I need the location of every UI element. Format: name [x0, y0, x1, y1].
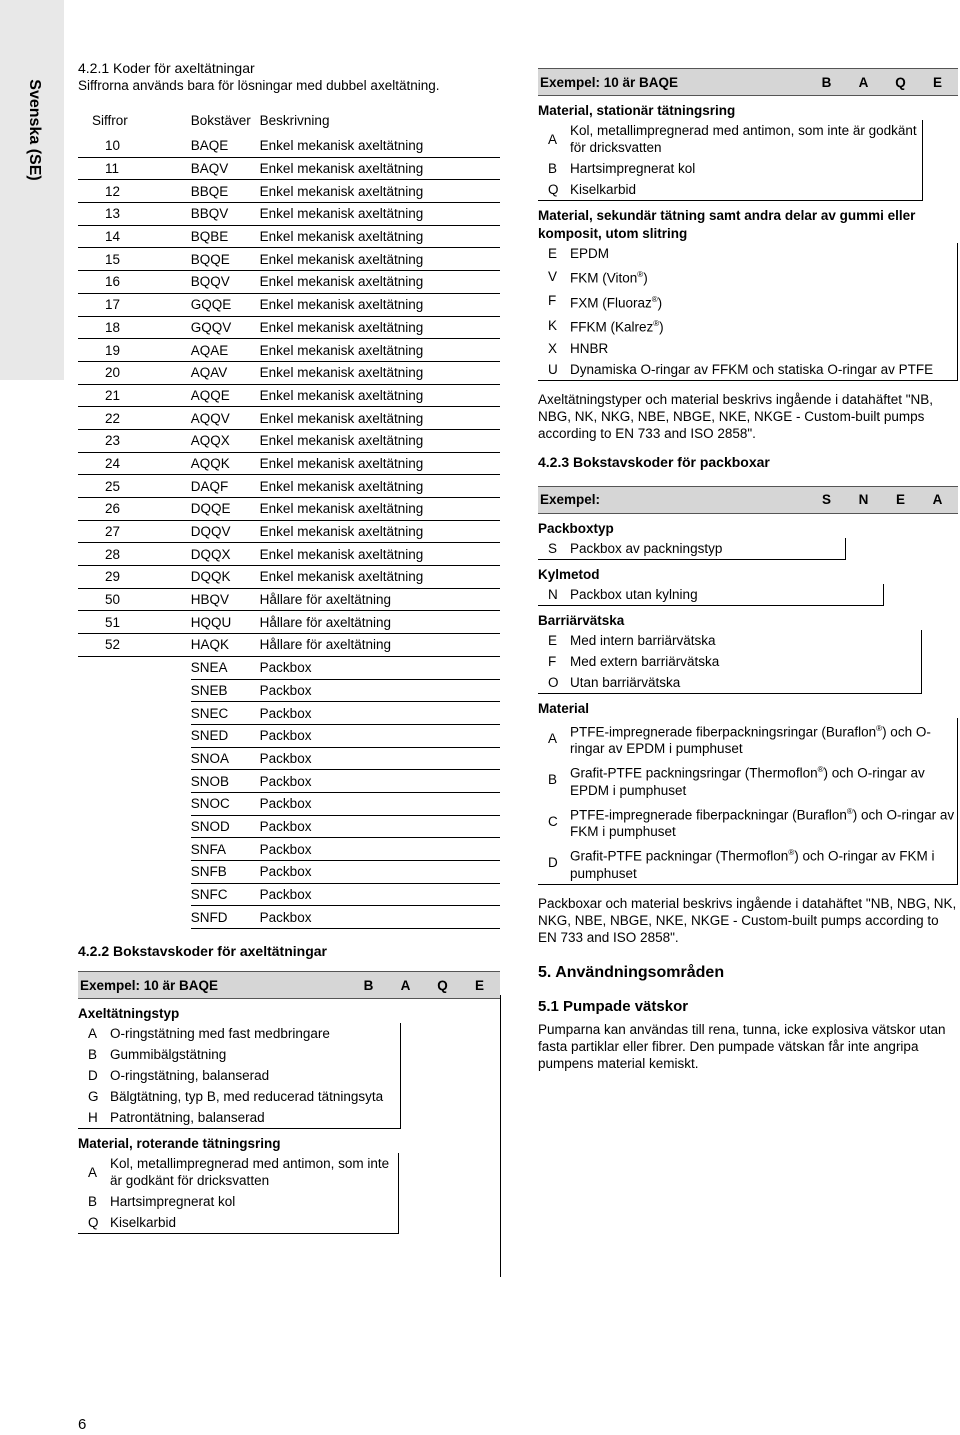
table-row: [78, 475, 500, 498]
seal-note: Axeltätningstyper och material beskrivs ingående i datahäftet "NB, NBG, NK, NKG, NBE, NBGE, NKE, NKGE - Custom-built pumps according to EN 733 and ISO 2858".: [538, 391, 934, 441]
code-letters: SNFD: [191, 906, 260, 929]
option-value: Grafit-PTFE packningar (Thermoflon®) och O-ringar av FKM i pumphuset: [570, 848, 935, 881]
example-letter: Q: [895, 74, 906, 90]
option-value: EPDM: [570, 246, 610, 261]
code-number: 52: [78, 634, 191, 657]
code-number: [78, 724, 191, 747]
option-value: HNBR: [570, 340, 609, 356]
option-item: [538, 759, 957, 801]
section-51-text: Pumparna kan användas till rena, tunna, icke explosiva vätskor utan fasta partiklar eller fibrer. Den pumpade vätskan får inte angripa pumpens material kemiskt.: [538, 1021, 946, 1071]
seal-letter-groups: [78, 1005, 500, 1234]
option-item: [538, 538, 845, 559]
code-description: Enkel mekanisk axeltätning: [260, 498, 500, 521]
code-letters: BAQE: [191, 135, 260, 157]
seal-codes-body: [78, 135, 500, 929]
example-bar-right: [538, 68, 958, 96]
option-item: [78, 1044, 400, 1065]
example-letter: B: [363, 977, 374, 993]
table-row: [78, 815, 500, 838]
code-number: 11: [78, 157, 191, 180]
example-letter: N: [858, 492, 869, 507]
section-422-title: 4.2.2 Bokstavskoder för axeltätningar: [78, 943, 327, 960]
group-title: Axeltätningstyp: [78, 1006, 180, 1022]
option-item: [538, 359, 957, 380]
code-letters: BAQV: [191, 157, 260, 180]
example-label: Exempel:: [540, 492, 601, 507]
code-description: Packbox: [260, 702, 500, 725]
code-letters: AQQX: [191, 429, 260, 452]
code-number: 26: [78, 498, 191, 521]
code-description: Packbox: [260, 861, 500, 884]
table-row: [78, 452, 500, 475]
option-key: D: [88, 1068, 98, 1084]
table-row: [78, 135, 500, 157]
option-item: [538, 801, 957, 843]
code-number: [78, 838, 191, 861]
option-item: [538, 120, 922, 158]
registered-mark: ®: [788, 848, 795, 857]
registered-mark: ®: [637, 270, 644, 279]
option-value: Packbox utan kylning: [570, 586, 698, 602]
table-row: [78, 429, 500, 452]
option-item: [78, 1086, 400, 1107]
code-number: [78, 747, 191, 770]
code-letters: DQQX: [191, 543, 260, 566]
table-row: [78, 498, 500, 521]
code-number: [78, 702, 191, 725]
table-row: [78, 361, 500, 384]
table-row: [78, 792, 500, 815]
option-value: Med intern barriärvätska: [570, 632, 716, 648]
option-item: [538, 672, 921, 693]
option-value: Packbox av packningstyp: [570, 540, 723, 556]
option-item: [538, 338, 957, 359]
code-number: 25: [78, 475, 191, 498]
code-description: Enkel mekanisk axeltätning: [260, 566, 500, 589]
option-item: [538, 584, 883, 605]
option-key: A: [548, 730, 558, 746]
option-key: Q: [548, 182, 559, 197]
registered-mark: ®: [653, 319, 660, 328]
table-row: [78, 861, 500, 884]
option-key: D: [548, 855, 558, 871]
option-key: V: [548, 268, 558, 284]
page-number: 6: [78, 1416, 87, 1433]
table-row: [78, 566, 500, 589]
code-letters: AQQE: [191, 384, 260, 407]
code-number: [78, 906, 191, 929]
option-value: Bälgtätning, typ B, med reducerad tätningsyta: [110, 1089, 384, 1105]
option-key: B: [88, 1047, 98, 1063]
code-description: Packbox: [260, 770, 500, 793]
code-number: [78, 656, 191, 679]
option-key: B: [88, 1194, 98, 1210]
code-letters: GQQE: [191, 293, 260, 316]
code-number: 18: [78, 316, 191, 339]
code-letters: HQQU: [191, 611, 260, 634]
option-key: B: [548, 772, 558, 788]
code-number: 29: [78, 566, 191, 589]
option-group: [78, 1005, 500, 1129]
option-value: Patrontätning, balanserad: [110, 1110, 265, 1126]
code-description: Enkel mekanisk axeltätning: [260, 543, 500, 566]
option-key: F: [548, 293, 557, 309]
code-number: [78, 861, 191, 884]
code-letters: BQQE: [191, 248, 260, 271]
example-letter: E: [474, 977, 484, 993]
code-description: Enkel mekanisk axeltätning: [260, 475, 500, 498]
registered-mark: ®: [651, 294, 658, 304]
option-list: [538, 584, 884, 606]
code-letters: GQQV: [191, 316, 260, 339]
registered-mark: ®: [846, 806, 853, 816]
group-title: Barriärvätska: [538, 612, 625, 628]
code-description: Packbox: [260, 883, 500, 906]
code-letters: DQQK: [191, 566, 260, 589]
section-423-title: 4.2.3 Bokstavskoder för packboxar: [538, 453, 770, 470]
code-number: 17: [78, 293, 191, 316]
code-number: 23: [78, 429, 191, 452]
option-key: E: [548, 632, 558, 648]
table-row: [78, 520, 500, 543]
example-letters: [808, 492, 956, 507]
code-description: Enkel mekanisk axeltätning: [260, 135, 500, 157]
code-number: 15: [78, 248, 191, 271]
language-label: Svenska (SE): [26, 79, 43, 181]
table-row: [78, 157, 500, 180]
code-description: Packbox: [260, 906, 500, 929]
option-key: F: [548, 653, 557, 669]
code-description: Enkel mekanisk axeltätning: [260, 293, 500, 316]
code-letters: AQAV: [191, 361, 260, 384]
code-description: Enkel mekanisk axeltätning: [260, 407, 500, 430]
header-beskrivning: Beskrivning: [259, 112, 330, 128]
option-list: [538, 718, 958, 885]
example-letter: A: [932, 492, 943, 507]
example-bar-422: [78, 971, 500, 999]
code-number: 21: [78, 384, 191, 407]
option-key: A: [548, 131, 558, 147]
option-key: Q: [88, 1215, 99, 1231]
option-key: E: [548, 246, 558, 261]
language-sidebar: [0, 0, 64, 380]
code-letters: BBQE: [191, 180, 260, 203]
code-number: [78, 815, 191, 838]
code-description: Enkel mekanisk axeltätning: [260, 520, 500, 543]
option-key: S: [548, 540, 558, 556]
code-description: Packbox: [260, 792, 500, 815]
table-row: [78, 656, 500, 679]
code-letters: SNOB: [191, 770, 260, 793]
code-number: 13: [78, 203, 191, 226]
table-row: [78, 271, 500, 294]
option-list: [538, 538, 846, 560]
option-value: Gummibälgstätning: [110, 1047, 227, 1063]
example-label: Exempel: 10 är BAQE: [540, 74, 679, 90]
option-list: [538, 630, 922, 694]
group-title: Kylmetod: [538, 566, 600, 582]
divider-line: [500, 995, 501, 1277]
option-item: [78, 1153, 398, 1191]
code-letters: HAQK: [191, 634, 260, 657]
code-description: Enkel mekanisk axeltätning: [260, 452, 500, 475]
option-key: A: [88, 1026, 98, 1042]
group-title: Material, roterande tätningsring: [78, 1136, 281, 1152]
option-item: [538, 264, 957, 289]
code-number: 10: [78, 135, 191, 157]
group-title: Packboxtyp: [538, 520, 614, 536]
option-item: [538, 718, 957, 760]
option-key: C: [548, 813, 558, 829]
option-item: [538, 630, 921, 651]
option-value: Dynamiska O-ringar av FFKM och statiska O-ringar av PTFE: [570, 361, 934, 377]
option-value: O-ringstätning med fast medbringare: [110, 1026, 330, 1042]
option-value: PTFE-impregnerade fiberpackningsringar (Buraflon®) och O-ringar av EPDM i pumphuset: [570, 723, 931, 756]
table-row: [78, 203, 500, 226]
table-row: [78, 407, 500, 430]
table-row: [78, 702, 500, 725]
section-421-title: 4.2.1 Koder för axeltätningar: [78, 60, 255, 76]
code-letters: SNFB: [191, 861, 260, 884]
code-letters: SNOA: [191, 747, 260, 770]
option-value: FXM (Fluoraz®): [570, 294, 663, 310]
option-key: K: [548, 317, 558, 333]
option-key: A: [88, 1164, 98, 1180]
packbox-note: Packboxar och material beskrivs ingående i datahäftet "NB, NBG, NK, NKG, NBE, NBGE, NKE, NKGE - Custom-built pumps according to EN 733 and ISO 2858".: [538, 895, 957, 945]
table-row: [78, 384, 500, 407]
option-item: [538, 289, 957, 314]
table-row: [78, 883, 500, 906]
option-key: U: [548, 361, 558, 377]
table-row: [78, 611, 500, 634]
option-item: [538, 651, 921, 672]
option-key: O: [548, 674, 559, 690]
table-row: [78, 724, 500, 747]
code-letters: AQQK: [191, 452, 260, 475]
code-letters: HBQV: [191, 588, 260, 611]
option-item: [538, 243, 957, 264]
table-row: [78, 906, 500, 929]
example-letter: E: [932, 74, 942, 90]
code-description: Enkel mekanisk axeltätning: [260, 271, 500, 294]
code-description: Enkel mekanisk axeltätning: [260, 316, 500, 339]
code-description: Packbox: [260, 679, 500, 702]
code-letters: BBQV: [191, 203, 260, 226]
table-row: [78, 248, 500, 271]
code-letters: SNEA: [191, 656, 260, 679]
code-letters: AQQV: [191, 407, 260, 430]
option-value: Grafit-PTFE packningsringar (Thermoflon®) och O-ringar av EPDM i pumphuset: [570, 765, 925, 798]
group-title: Material, sekundär tätning samt andra delar av gummi eller komposit, utom slitring: [538, 208, 916, 241]
code-description: Packbox: [260, 815, 500, 838]
option-list: [78, 1023, 401, 1129]
option-item: [538, 158, 922, 179]
option-value: Hartsimpregnerat kol: [570, 161, 696, 176]
code-description: Packbox: [260, 724, 500, 747]
table-row: [78, 543, 500, 566]
code-number: 12: [78, 180, 191, 203]
code-number: 16: [78, 271, 191, 294]
table-header-row: [78, 111, 500, 135]
example-label: Exempel: 10 är BAQE: [80, 977, 219, 993]
code-number: 19: [78, 339, 191, 362]
option-item: [538, 179, 922, 200]
seal-codes-table: [78, 111, 500, 929]
option-item: [538, 842, 957, 884]
table-row: [78, 747, 500, 770]
code-number: 27: [78, 520, 191, 543]
code-letters: DQQE: [191, 498, 260, 521]
code-description: Packbox: [260, 656, 500, 679]
example-letter: A: [858, 74, 869, 90]
code-letters: SNFC: [191, 883, 260, 906]
table-row: [78, 316, 500, 339]
example-letter: S: [821, 492, 831, 507]
group-title: Material: [538, 700, 590, 716]
right-column: [538, 68, 958, 1072]
code-number: 24: [78, 452, 191, 475]
code-number: 14: [78, 225, 191, 248]
option-list: [78, 1153, 399, 1234]
code-description: Hållare för axeltätning: [260, 588, 500, 611]
example-letters: [350, 978, 498, 993]
example-letter: B: [821, 74, 832, 90]
table-row: [78, 293, 500, 316]
code-number: [78, 770, 191, 793]
option-key: X: [548, 340, 558, 356]
option-value: Kiselkarbid: [110, 1215, 177, 1231]
option-item: [78, 1065, 400, 1086]
table-row: [78, 588, 500, 611]
code-description: Enkel mekanisk axeltätning: [260, 225, 500, 248]
registered-mark: ®: [817, 765, 824, 774]
example-letters: [808, 75, 956, 90]
option-value: Kiselkarbid: [570, 182, 637, 197]
code-description: Enkel mekanisk axeltätning: [260, 339, 500, 362]
table-row: [78, 634, 500, 657]
option-item: [538, 313, 957, 338]
example-bar-423: [538, 486, 958, 514]
code-number: [78, 792, 191, 815]
code-letters: BQBE: [191, 225, 260, 248]
example-letter: E: [895, 492, 905, 507]
code-letters: SNED: [191, 724, 260, 747]
code-description: Enkel mekanisk axeltätning: [260, 384, 500, 407]
section-421-intro: Siffrorna används bara för lösningar med dubbel axeltätning.: [78, 78, 440, 93]
code-description: Hållare för axeltätning: [260, 634, 500, 657]
code-number: [78, 883, 191, 906]
code-letters: AQAE: [191, 339, 260, 362]
option-value: O-ringstätning, balanserad: [110, 1068, 270, 1084]
code-letters: SNEB: [191, 679, 260, 702]
option-value: Med extern barriärvätska: [570, 653, 720, 669]
code-letters: BQQV: [191, 271, 260, 294]
code-description: Enkel mekanisk axeltätning: [260, 361, 500, 384]
registered-mark: ®: [876, 723, 883, 733]
option-value: PTFE-impregnerade fiberpackningar (Buraflon®) och O-ringar av FKM i pumphuset: [570, 806, 955, 839]
option-value: FKM (Viton®): [570, 270, 648, 286]
code-description: Enkel mekanisk axeltätning: [260, 180, 500, 203]
code-number: 51: [78, 611, 191, 634]
option-key: N: [548, 586, 558, 602]
code-description: Enkel mekanisk axeltätning: [260, 429, 500, 452]
code-letters: DAQF: [191, 475, 260, 498]
group-title: Material, stationär tätningsring: [538, 103, 736, 118]
table-row: [78, 770, 500, 793]
option-item: [78, 1191, 398, 1212]
header-bokstaver: Bokstäver: [190, 112, 251, 128]
option-value: Kol, metallimpregnerad med antimon, som inte är godkänt för dricksvatten: [570, 123, 917, 155]
code-letters: SNOC: [191, 792, 260, 815]
header-siffror: Siffror: [92, 112, 128, 128]
code-description: Packbox: [260, 747, 500, 770]
code-number: 20: [78, 361, 191, 384]
code-description: Enkel mekanisk axeltätning: [260, 157, 500, 180]
table-row: [78, 339, 500, 362]
table-row: [78, 180, 500, 203]
option-list: [538, 243, 958, 381]
code-number: 28: [78, 543, 191, 566]
code-description: Enkel mekanisk axeltätning: [260, 248, 500, 271]
left-column: [78, 60, 500, 1234]
option-item: [78, 1023, 400, 1044]
example-letter: A: [400, 977, 411, 993]
option-value: Hartsimpregnerat kol: [110, 1194, 236, 1210]
option-value: Kol, metallimpregnerad med antimon, som inte är godkänt för dricksvatten: [110, 1156, 390, 1189]
table-row: [78, 679, 500, 702]
option-value: Utan barriärvätska: [570, 674, 681, 690]
option-item: [78, 1107, 400, 1128]
section-5-title: 5. Användningsområden: [538, 963, 725, 981]
code-letters: SNOD: [191, 815, 260, 838]
option-item: [78, 1212, 398, 1233]
code-number: 50: [78, 588, 191, 611]
table-row: [78, 838, 500, 861]
option-key: G: [88, 1089, 99, 1105]
code-letters: SNEC: [191, 702, 260, 725]
example-letter: Q: [437, 977, 448, 993]
code-letters: DQQV: [191, 520, 260, 543]
option-value: FFKM (Kalrez®): [570, 319, 664, 335]
code-description: Packbox: [260, 838, 500, 861]
table-row: [78, 225, 500, 248]
code-letters: SNFA: [191, 838, 260, 861]
code-description: Enkel mekanisk axeltätning: [260, 203, 500, 226]
option-list: [538, 120, 923, 201]
section-51-title: 5.1 Pumpade vätskor: [538, 997, 689, 1015]
code-number: [78, 679, 191, 702]
code-number: 22: [78, 407, 191, 430]
option-key: H: [88, 1110, 98, 1126]
code-description: Hållare för axeltätning: [260, 611, 500, 634]
option-group: [78, 1135, 500, 1234]
option-key: B: [548, 161, 558, 176]
